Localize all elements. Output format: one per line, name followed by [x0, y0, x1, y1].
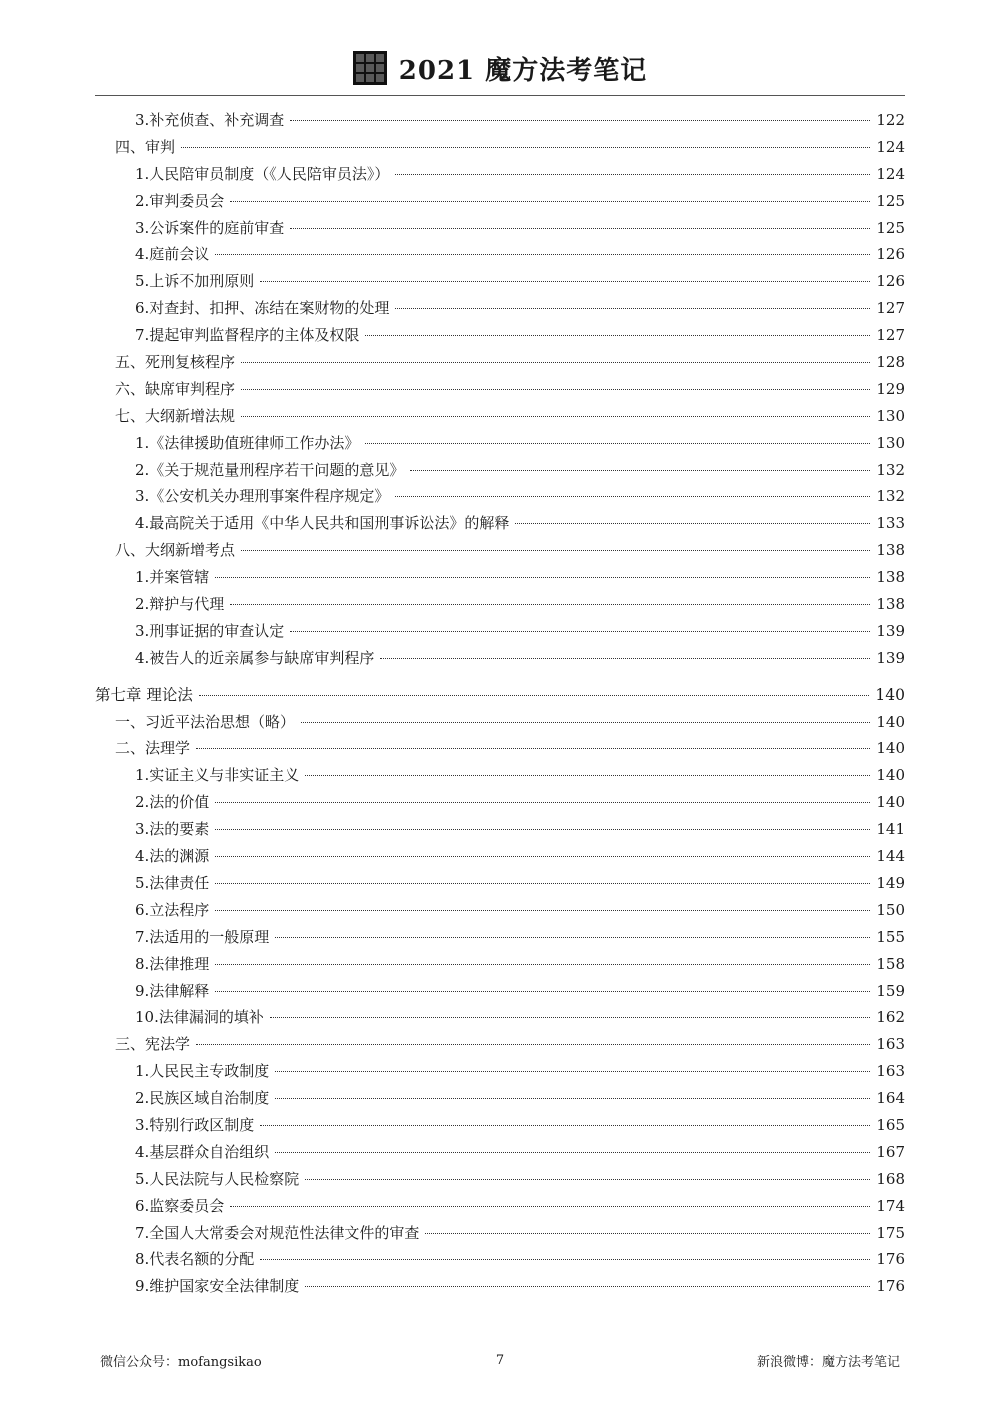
toc-entry-title: 2.辩护与代理 — [135, 595, 225, 614]
toc-page-number: 140 — [875, 685, 905, 704]
toc-page-number: 140 — [876, 712, 905, 731]
toc-page-number: 175 — [876, 1223, 905, 1242]
toc-entry-title: 8.代表名额的分配 — [135, 1250, 255, 1269]
toc-page-number: 168 — [876, 1169, 905, 1188]
toc-page-number: 126 — [876, 272, 905, 291]
toc-page-number: 138 — [876, 541, 905, 560]
dot-leader — [260, 280, 870, 282]
dot-leader — [230, 603, 870, 605]
dot-leader — [215, 963, 870, 965]
toc-page-number: 174 — [876, 1196, 905, 1215]
toc-entry-title: 7.全国人大常委会对规范性法律文件的审查 — [135, 1223, 420, 1242]
toc-entry-row[interactable] — [95, 537, 905, 564]
dot-leader — [395, 173, 870, 175]
toc-entry-title: 3.补充侦查、补充调查 — [135, 111, 285, 129]
dot-leader — [196, 1043, 870, 1045]
dot-leader — [410, 469, 870, 471]
toc-entry-row[interactable] — [95, 1085, 905, 1112]
toc-entry-row[interactable] — [95, 564, 905, 591]
dot-leader — [230, 1205, 870, 1207]
toc-entry-row[interactable] — [95, 510, 905, 537]
toc-entry-row[interactable] — [95, 591, 905, 618]
toc-entry-row[interactable] — [95, 241, 905, 268]
dot-leader — [365, 442, 870, 444]
dot-leader — [241, 415, 870, 417]
dot-leader — [305, 774, 870, 776]
dot-leader — [515, 522, 870, 524]
toc-entry-row[interactable] — [95, 897, 905, 924]
toc-page-number: 130 — [876, 406, 905, 425]
dot-leader — [215, 828, 870, 830]
toc-page-number: 129 — [876, 379, 905, 398]
toc-entry-row[interactable] — [95, 709, 905, 736]
dot-leader — [290, 119, 870, 121]
dot-leader — [305, 1178, 870, 1180]
dot-leader — [365, 334, 870, 336]
toc-entry-row[interactable] — [95, 1004, 905, 1031]
dot-leader — [395, 495, 870, 497]
toc-page-number: 132 — [876, 460, 905, 479]
toc-entry-title: 1.并案管辖 — [135, 568, 210, 587]
toc-entry-title: 3.公诉案件的庭前审查 — [135, 218, 285, 237]
toc-page-number: 122 — [876, 111, 905, 129]
toc-entry-row[interactable] — [95, 1031, 905, 1058]
dot-leader — [301, 721, 870, 723]
toc-entry-title: 第七章 理论法 — [95, 685, 193, 704]
toc-entry-title: 3.《公安机关办理刑事案件程序规定》 — [135, 487, 390, 506]
toc-page-number: 164 — [876, 1089, 905, 1108]
toc-entry-title: 4.法的渊源 — [135, 847, 210, 866]
toc-entry-row[interactable] — [95, 215, 905, 242]
dot-leader — [215, 882, 870, 884]
toc-entry-row[interactable] — [95, 322, 905, 349]
toc-entry-title: 1.人民民主专政制度 — [135, 1062, 270, 1081]
toc-entry-title: 7.提起审判监督程序的主体及权限 — [135, 326, 360, 345]
toc-entry-title: 2.审判委员会 — [135, 191, 225, 210]
dot-leader — [425, 1232, 870, 1234]
dot-leader — [241, 361, 870, 363]
toc-entry-title: 5.上诉不加刑原则 — [135, 272, 255, 291]
toc-entry-row[interactable] — [95, 735, 905, 762]
toc-entry-row[interactable] — [95, 268, 905, 295]
dot-leader — [275, 1070, 870, 1072]
toc-page-number: 176 — [876, 1250, 905, 1269]
toc-entry-title: 10.法律漏洞的填补 — [135, 1008, 264, 1027]
toc-entry-row[interactable] — [95, 1193, 905, 1220]
dot-leader — [215, 855, 870, 857]
toc-entry-row[interactable] — [95, 816, 905, 843]
toc-entry-row[interactable] — [95, 457, 905, 484]
toc-page-number: 125 — [876, 218, 905, 237]
toc-entry-row[interactable] — [95, 870, 905, 897]
toc-page-number: 138 — [876, 568, 905, 587]
toc-page-number: 163 — [876, 1062, 905, 1081]
toc-page-number: 130 — [876, 433, 905, 452]
dot-leader — [230, 200, 870, 202]
toc-page-number: 127 — [876, 326, 905, 345]
toc-entry-row[interactable] — [95, 924, 905, 951]
toc-page-number: 140 — [876, 766, 905, 785]
dot-leader — [215, 990, 870, 992]
toc-entry-row[interactable] — [95, 430, 905, 457]
toc-page-number: 140 — [876, 793, 905, 812]
footer-wechat: 微信公众号：mofangsikao — [100, 1354, 262, 1370]
toc-page-number: 138 — [876, 595, 905, 614]
toc-entry-row[interactable] — [95, 1246, 905, 1273]
dot-leader — [241, 388, 870, 390]
toc-entry-row[interactable] — [95, 295, 905, 322]
toc-entry-row[interactable] — [95, 1112, 905, 1139]
document-title: 2021 魔方法考笔记 — [398, 55, 648, 86]
toc-entry-title: 6.对查封、扣押、冻结在案财物的处理 — [135, 299, 390, 318]
toc-entry-row[interactable] — [95, 1220, 905, 1247]
dot-leader — [275, 1151, 870, 1153]
toc-entry-row[interactable] — [95, 645, 905, 672]
cube-logo-icon — [353, 51, 387, 85]
toc-entry-title: 5.人民法院与人民检察院 — [135, 1169, 300, 1188]
dot-leader — [270, 1016, 871, 1018]
toc-page-number: 155 — [876, 927, 905, 946]
header-divider — [95, 95, 905, 96]
toc-entry-title: 4.基层群众自治组织 — [135, 1142, 270, 1161]
toc-chapter-row[interactable] — [95, 682, 905, 709]
toc-entry-title: 6.监察委员会 — [135, 1196, 225, 1215]
toc-entry-row[interactable] — [95, 1166, 905, 1193]
dot-leader — [215, 909, 870, 911]
toc-entry-title: 二、法理学 — [115, 739, 191, 758]
toc-page-number: 141 — [876, 820, 905, 839]
toc-entry-title: 1.实证主义与非实证主义 — [135, 766, 300, 785]
toc-page-number: 162 — [876, 1008, 905, 1027]
toc-page-number: 128 — [876, 353, 905, 372]
toc-entry-title: 9.法律解释 — [135, 981, 210, 1000]
toc-entry-title: 5.法律责任 — [135, 873, 210, 892]
toc-entry-row[interactable] — [95, 1273, 905, 1300]
dot-leader — [215, 801, 870, 803]
toc-page-number: 150 — [876, 900, 905, 919]
toc-entry-title: 五、死刑复核程序 — [115, 353, 236, 372]
dot-leader — [260, 1258, 870, 1260]
toc-page-number: 167 — [876, 1142, 905, 1161]
toc-entry-row[interactable] — [95, 134, 905, 161]
dot-leader — [395, 307, 870, 309]
toc-entry-title: 七、大纲新增法规 — [115, 406, 236, 425]
dot-leader — [290, 227, 870, 229]
toc-entry-title: 4.最高院关于适用《中华人民共和国刑事诉讼法》的解释 — [135, 514, 510, 533]
dot-leader — [196, 747, 870, 749]
table-of-contents — [95, 107, 905, 1300]
toc-entry-row[interactable] — [95, 349, 905, 376]
toc-page-number: 133 — [876, 514, 905, 533]
toc-entry-title: 2.民族区域自治制度 — [135, 1089, 270, 1108]
dot-leader — [275, 1097, 870, 1099]
toc-entry-title: 六、缺席审判程序 — [115, 379, 236, 398]
toc-page-number: 159 — [876, 981, 905, 1000]
toc-page-number: 126 — [876, 245, 905, 264]
toc-page-number: 165 — [876, 1115, 905, 1134]
toc-entry-title: 三、宪法学 — [115, 1035, 191, 1054]
toc-entry-title: 1.《法律援助值班律师工作办法》 — [135, 433, 360, 452]
toc-page-number: 124 — [876, 137, 905, 156]
toc-entry-row[interactable] — [95, 188, 905, 215]
toc-page-number: 140 — [876, 739, 905, 758]
page-number: 7 — [495, 1352, 505, 1368]
dot-leader — [290, 630, 870, 632]
toc-entry-row[interactable] — [95, 161, 905, 188]
toc-page-number: 124 — [876, 164, 905, 183]
toc-entry-row[interactable] — [95, 843, 905, 870]
page-header — [0, 46, 1000, 90]
dot-leader — [305, 1285, 870, 1287]
toc-entry-title: 9.维护国家安全法律制度 — [135, 1277, 300, 1296]
toc-page-number: 144 — [876, 847, 905, 866]
toc-entry-title: 4.被告人的近亲属参与缺席审判程序 — [135, 648, 375, 667]
toc-entry-title: 7.法适用的一般原理 — [135, 927, 270, 946]
toc-page-number: 158 — [876, 954, 905, 973]
toc-entry-row[interactable] — [95, 618, 905, 645]
toc-entry-row[interactable] — [95, 403, 905, 430]
toc-page-number: 139 — [876, 621, 905, 640]
toc-page-number: 163 — [876, 1035, 905, 1054]
dot-leader — [275, 936, 870, 938]
toc-page-number: 176 — [876, 1277, 905, 1296]
toc-entry-title: 2.《关于规范量刑程序若干问题的意见》 — [135, 460, 405, 479]
toc-entry-title: 3.刑事证据的审查认定 — [135, 621, 285, 640]
toc-entry-title: 一、习近平法治思想（略） — [115, 712, 296, 731]
toc-entry-title: 3.法的要素 — [135, 820, 210, 839]
toc-entry-title: 四、审判 — [115, 137, 176, 156]
dot-leader — [215, 253, 870, 255]
toc-entry-row[interactable] — [95, 789, 905, 816]
toc-entry-title: 2.法的价值 — [135, 793, 210, 812]
toc-entry-row[interactable] — [95, 762, 905, 789]
dot-leader — [380, 657, 870, 659]
toc-entry-title: 1.人民陪审员制度（《人民陪审员法》） — [135, 164, 390, 183]
toc-entry-row[interactable] — [95, 951, 905, 978]
toc-page-number: 132 — [876, 487, 905, 506]
page-footer — [100, 1348, 900, 1372]
toc-entry-row[interactable] — [95, 107, 905, 134]
toc-entry-title: 4.庭前会议 — [135, 245, 210, 264]
dot-leader — [181, 146, 870, 148]
toc-entry-title: 八、大纲新增考点 — [115, 541, 236, 560]
toc-entry-title: 3.特别行政区制度 — [135, 1115, 255, 1134]
dot-leader — [241, 549, 870, 551]
dot-leader — [260, 1124, 870, 1126]
toc-page-number: 139 — [876, 648, 905, 667]
dot-leader — [199, 694, 869, 696]
toc-entry-row[interactable] — [95, 1139, 905, 1166]
toc-entry-title: 8.法律推理 — [135, 954, 210, 973]
toc-entry-row[interactable] — [95, 376, 905, 403]
toc-entry-row[interactable] — [95, 1058, 905, 1085]
dot-leader — [215, 576, 870, 578]
toc-page-number: 149 — [876, 873, 905, 892]
toc-page-number: 125 — [876, 191, 905, 210]
toc-entry-row[interactable] — [95, 483, 905, 510]
toc-entry-title: 6.立法程序 — [135, 900, 210, 919]
footer-weibo: 新浪微博：魔方法考笔记 — [756, 1354, 900, 1370]
toc-page-number: 127 — [876, 299, 905, 318]
toc-entry-row[interactable] — [95, 978, 905, 1005]
